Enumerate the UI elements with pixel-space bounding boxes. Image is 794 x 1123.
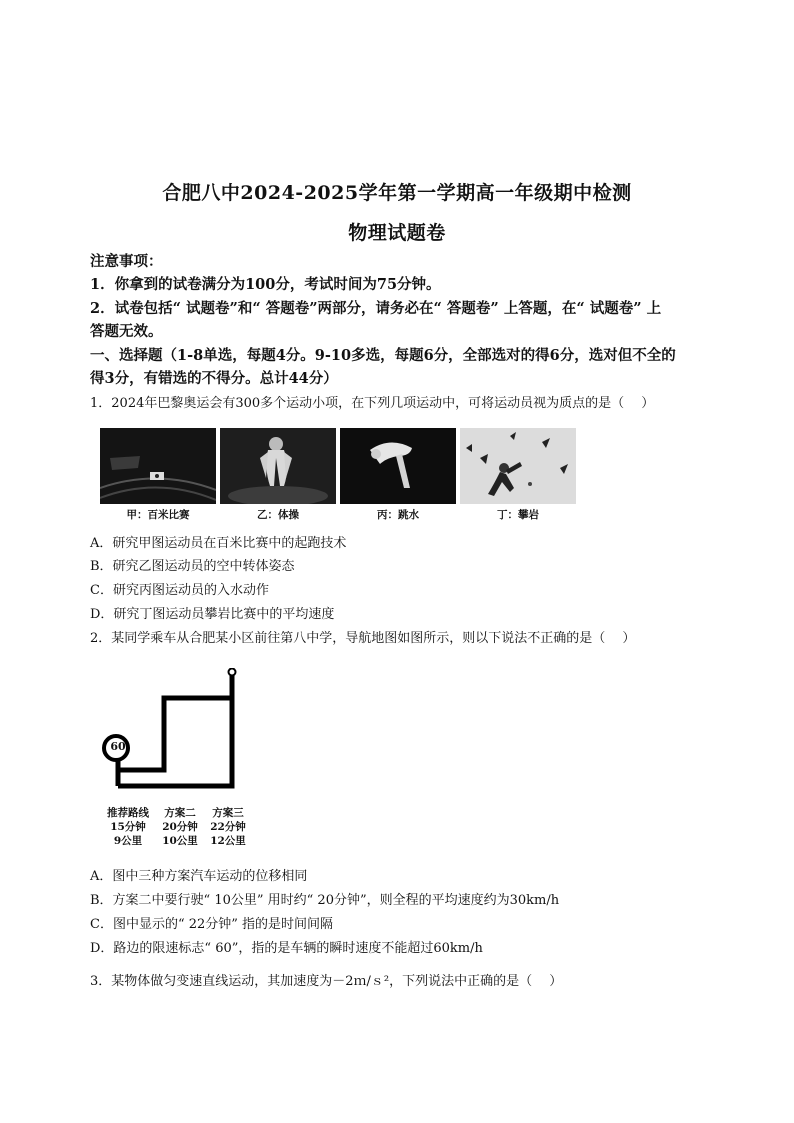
photo-gymnastics <box>220 428 336 504</box>
photo-climbing <box>460 428 576 504</box>
route-three-distance: 12公里 <box>210 835 246 847</box>
route-recommended-time: 15分钟 <box>110 821 146 833</box>
q2-option-d: D．路边的限速标志“ 60”，指的是车辆的瞬时速度不能超过60km/h <box>90 941 483 956</box>
diving-image <box>340 428 456 504</box>
speed-limit-value: 60 <box>110 740 126 753</box>
notes-heading: 注意事项： <box>90 253 163 270</box>
route-recommended-name: 推荐路线 <box>107 807 149 819</box>
q2-option-b: B．方案二中要行驶“ 10公里” 用时约“ 20分钟”，则全程的平均速度约为30km/h <box>90 893 560 908</box>
notes-item-1: 1．你拿到的试卷满分为100分，考试时间为75分钟。 <box>90 276 441 293</box>
q1-option-d: D．研究丁图运动员攀岩比赛中的平均速度 <box>90 607 335 622</box>
route-two-distance: 10公里 <box>162 835 198 847</box>
route-two-path <box>118 698 232 786</box>
route-two-time: 20分钟 <box>162 821 198 833</box>
notes-item-2-line-2: 答题无效。 <box>90 323 163 340</box>
q1-option-a: A．研究甲图运动员在百米比赛中的起跑技术 <box>90 536 347 551</box>
photo-diving <box>340 428 456 504</box>
route-map <box>98 668 248 804</box>
q2-option-c: C．图中显示的“ 22分钟” 指的是时间间隔 <box>90 917 334 932</box>
q2-option-a: A．图中三种方案汽车运动的位移相同 <box>90 869 308 884</box>
section-1-line-1: 一、选择题（1-8单选，每题4分。9-10多选，每题6分，全部选对的得6分，选对但不全的 <box>90 347 676 364</box>
route-recommended <box>98 806 158 848</box>
exam-title: 合肥八中2024-2025学年第一学期高一年级期中检测 <box>162 182 632 204</box>
gymnastics-image <box>220 428 336 504</box>
q3-stem: 3．某物体做匀变速直线运动，其加速度为－2ｍ/ｓ²，下列说法中正确的是（ ） <box>90 974 563 989</box>
sprint-image <box>100 428 216 504</box>
exam-subtitle: 物理试题卷 <box>348 222 446 244</box>
caption-sprint: 甲：百米比赛 <box>126 509 190 521</box>
q1-stem: 1．2024年巴黎奥运会有300多个运动小项，在下列几项运动中，可将运动员视为质点的是（ ） <box>90 396 655 411</box>
route-three-path <box>118 672 232 786</box>
route-three-time: 22分钟 <box>210 821 246 833</box>
route-three-name: 方案三 <box>212 807 244 819</box>
q2-stem: 2．某同学乘车从合肥某小区前往第八中学，导航地图如图所示，则以下说法不正确的是（ ） <box>90 631 636 646</box>
destination-marker <box>229 669 236 676</box>
climbing-image <box>460 428 576 504</box>
q1-option-c: C．研究丙图运动员的入水动作 <box>90 583 269 598</box>
photo-sprint <box>100 428 216 504</box>
caption-gymnastics: 乙：体操 <box>257 509 299 521</box>
caption-diving: 丙：跳水 <box>377 509 419 521</box>
route-recommended-distance: 9公里 <box>113 835 143 847</box>
route-three <box>198 806 258 848</box>
route-two-name: 方案二 <box>164 807 196 819</box>
caption-climbing: 丁：攀岩 <box>497 509 539 521</box>
notes-item-2-line-1: 2．试卷包括“ 试题卷”和“ 答题卷”两部分，请务必在“ 答题卷” 上答题，在“ 试题卷” 上 <box>90 300 662 317</box>
section-1-line-2: 得3分，有错选的不得分。总计44分） <box>90 370 338 387</box>
q1-option-b: B．研究乙图运动员的空中转体姿态 <box>90 559 295 574</box>
